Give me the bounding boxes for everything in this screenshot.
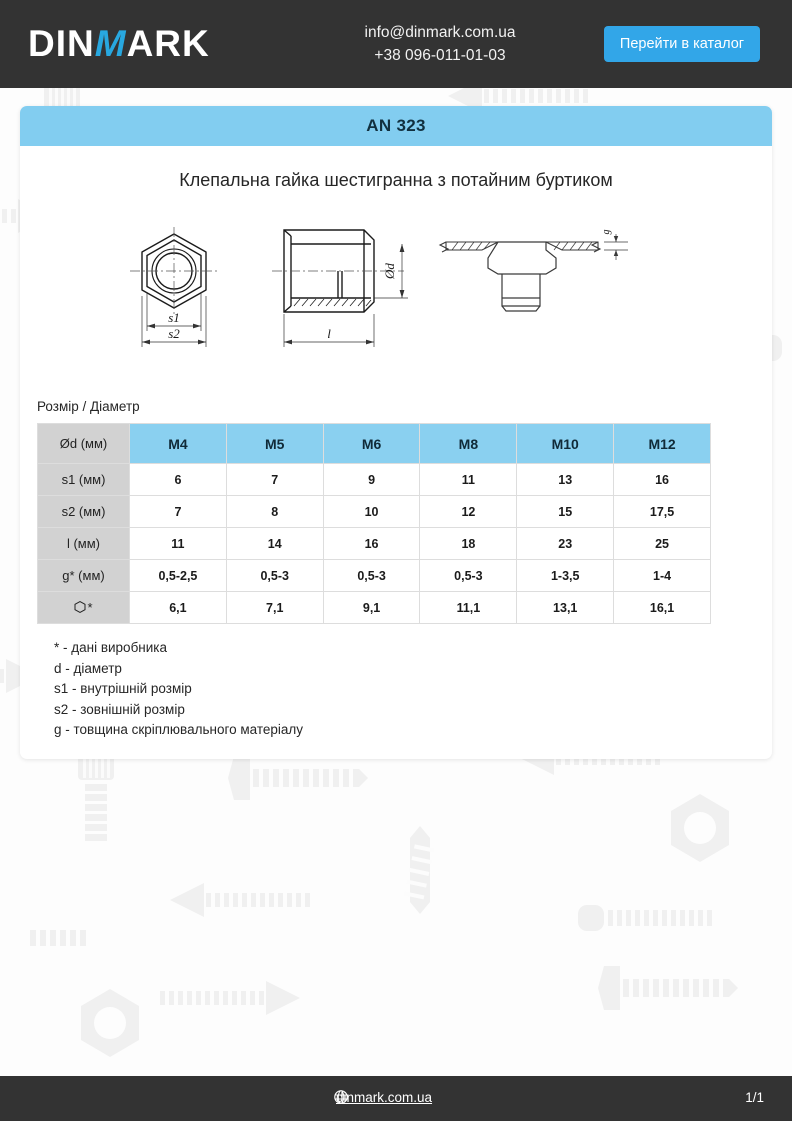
column-header-m5: M5 bbox=[226, 424, 323, 464]
column-header-m6: M6 bbox=[323, 424, 420, 464]
page-indicator: 1/1 bbox=[745, 1090, 764, 1105]
footer-site-link[interactable]: dinmark.com.ua bbox=[336, 1090, 433, 1105]
row-header-s2: s2 (мм) bbox=[38, 496, 130, 528]
site-footer bbox=[0, 1076, 792, 1121]
hexagon-icon bbox=[74, 601, 86, 616]
row-header-hex-star: * bbox=[87, 599, 93, 615]
site-header bbox=[0, 0, 792, 88]
legend-line-s2: s2 - зовнішній розмір bbox=[54, 701, 185, 717]
dimension-label-d: Ød bbox=[382, 263, 397, 279]
product-code-title: AN 323 bbox=[20, 106, 772, 146]
brand-logo[interactable] bbox=[28, 24, 210, 64]
contact-block bbox=[340, 21, 540, 67]
product-name: Клепальна гайка шестигранна з потайним буртиком bbox=[179, 170, 613, 190]
column-header-m4: M4 bbox=[130, 424, 227, 464]
row-header-l: l (мм) bbox=[38, 528, 130, 560]
cell-g-m10: 1-3,5 bbox=[517, 560, 614, 592]
cell-s1-m10: 13 bbox=[517, 464, 614, 496]
column-header-m12: M12 bbox=[614, 424, 711, 464]
legend-line-d: d - діаметр bbox=[54, 660, 122, 676]
column-header-m10: M10 bbox=[517, 424, 614, 464]
table-row bbox=[38, 496, 711, 528]
cell-l-m4: 11 bbox=[130, 528, 227, 560]
cell-s2-m8: 12 bbox=[420, 496, 517, 528]
logo-text-m: M bbox=[94, 23, 127, 64]
table-row bbox=[38, 528, 711, 560]
product-card bbox=[20, 106, 772, 759]
logo-text-din: DIN bbox=[28, 23, 95, 64]
row-header-s1: s1 (мм) bbox=[38, 464, 130, 496]
dimension-label-s1: s1 bbox=[168, 310, 180, 325]
cell-hex-m4: 6,1 bbox=[130, 592, 227, 624]
technical-drawings bbox=[20, 214, 772, 379]
cell-l-m8: 18 bbox=[420, 528, 517, 560]
cell-s1-m5: 7 bbox=[226, 464, 323, 496]
cell-l-m6: 16 bbox=[323, 528, 420, 560]
cell-g-m12: 1-4 bbox=[614, 560, 711, 592]
logo-text-ark: ARK bbox=[126, 23, 210, 64]
legend-line-s1: s1 - внутрішній розмір bbox=[54, 681, 192, 696]
legend-line-g: g - товщина скріплювального матеріалу bbox=[54, 722, 304, 737]
legend-line-manufacturer: * - дані виробника bbox=[54, 640, 168, 655]
cell-l-m12: 25 bbox=[614, 528, 711, 560]
cell-g-m4: 0,5-2,5 bbox=[130, 560, 227, 592]
cell-s1-m4: 6 bbox=[130, 464, 227, 496]
go-to-catalog-button[interactable]: Перейти в каталог bbox=[604, 26, 760, 62]
cell-s1-m6: 9 bbox=[323, 464, 420, 496]
legend-block bbox=[54, 638, 772, 741]
specifications-table bbox=[37, 423, 711, 624]
dimension-label-l: l bbox=[327, 326, 331, 341]
cell-s2-m6: 10 bbox=[323, 496, 420, 528]
table-row bbox=[38, 592, 711, 624]
cell-s2-m4: 7 bbox=[130, 496, 227, 528]
cell-s2-m10: 15 bbox=[517, 496, 614, 528]
cell-s1-m12: 16 bbox=[614, 464, 711, 496]
cell-hex-m10: 13,1 bbox=[517, 592, 614, 624]
cell-g-m5: 0,5-3 bbox=[226, 560, 323, 592]
dimension-label-g: g bbox=[601, 229, 612, 235]
cell-l-m5: 14 bbox=[226, 528, 323, 560]
table-row bbox=[38, 464, 711, 496]
column-header-m8: M8 bbox=[420, 424, 517, 464]
cell-s2-m5: 8 bbox=[226, 496, 323, 528]
cell-s1-m8: 11 bbox=[420, 464, 517, 496]
cell-hex-m8: 11,1 bbox=[420, 592, 517, 624]
table-caption: Розмір / Діаметр bbox=[37, 399, 140, 414]
cell-g-m6: 0,5-3 bbox=[323, 560, 420, 592]
cell-hex-m12: 16,1 bbox=[614, 592, 711, 624]
cell-l-m10: 23 bbox=[517, 528, 614, 560]
table-corner-header: Ød (мм) bbox=[38, 424, 130, 464]
contact-email[interactable]: info@dinmark.com.ua bbox=[364, 24, 516, 41]
cell-hex-m6: 9,1 bbox=[323, 592, 420, 624]
cell-hex-m5: 7,1 bbox=[226, 592, 323, 624]
drawing-svg bbox=[116, 214, 676, 374]
dimension-label-s2: s2 bbox=[168, 326, 180, 341]
cell-g-m8: 0,5-3 bbox=[420, 560, 517, 592]
table-row bbox=[38, 560, 711, 592]
table-header-row bbox=[38, 424, 711, 464]
row-header-hex bbox=[38, 592, 130, 624]
row-header-g: g* (мм) bbox=[38, 560, 130, 592]
cell-s2-m12: 17,5 bbox=[614, 496, 711, 528]
contact-phone[interactable]: +38 096-011-01-03 bbox=[374, 47, 506, 64]
